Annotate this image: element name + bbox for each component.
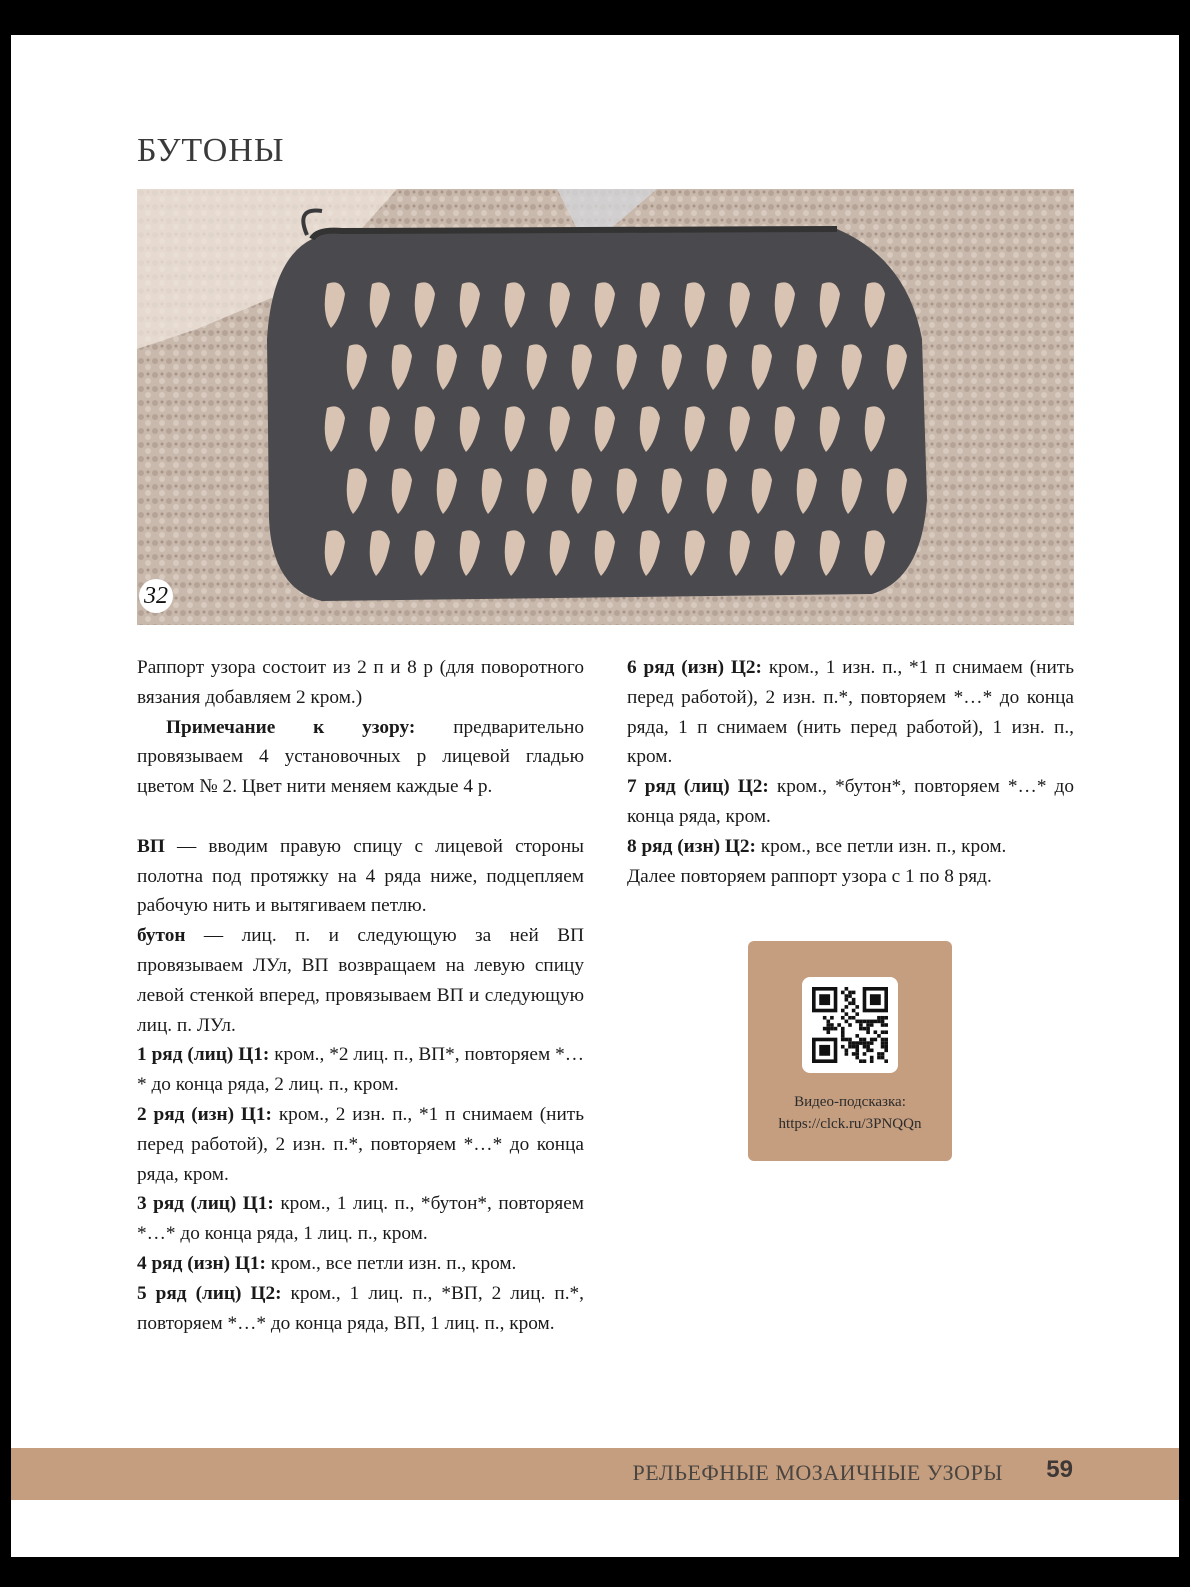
row-5-text: кром., 1 лиц. п., *ВП, 2 лиц. п.*, повторяем *…* до конца ряда, ВП, 1 лиц. п., кром. [137, 1282, 584, 1334]
qr-finder-square [870, 994, 881, 1005]
qr-module [863, 1045, 867, 1049]
qr-module [852, 1009, 856, 1013]
qr-module [884, 1049, 888, 1053]
qr-module [848, 1001, 852, 1005]
qr-module [884, 1045, 888, 1049]
qr-module [884, 1038, 888, 1042]
qr-module [852, 1001, 856, 1005]
qr-module [859, 1038, 863, 1042]
row-5 [137, 1279, 584, 1339]
qr-code-cells [812, 987, 888, 1063]
video-hint-label: Видео-подсказка: [794, 1094, 906, 1110]
qr-module [848, 1038, 852, 1042]
qr-module [841, 1038, 845, 1042]
qr-module [845, 1049, 849, 1053]
qr-module [852, 1045, 856, 1049]
qr-module [870, 1023, 874, 1027]
qr-module [852, 1016, 856, 1020]
qr-module [866, 1030, 870, 1034]
row-7-text: кром., *бутон*, повторяем *…* до конца ряда, кром. [627, 776, 1074, 827]
qr-module [855, 1041, 859, 1045]
video-hint-card [748, 941, 952, 1161]
qr-module [834, 1027, 838, 1031]
qr-module [866, 1027, 870, 1031]
row-7-label: 7 ряд (лиц) Ц2: [627, 776, 769, 798]
qr-module [884, 1041, 888, 1045]
qr-module [863, 1020, 867, 1024]
instructions-right-column [627, 653, 1074, 891]
qr-module [859, 1020, 863, 1024]
row-2-text: кром., 2 изн. п., *1 п снимаем (нить перед работой), 2 изн. п.*, повторяем *…* до конца ряда, кром. [137, 1103, 584, 1185]
qr-module [855, 1020, 859, 1024]
qr-module [881, 1038, 885, 1042]
qr-module [874, 1038, 878, 1042]
qr-module [852, 1052, 856, 1056]
qr-module [823, 1027, 827, 1031]
qr-module [845, 1038, 849, 1042]
row-7 [627, 772, 1074, 832]
buton-text: — лиц. п. и следующую за ней ВП провязываем ЛУл, ВП возвращаем на левую спицу левой стенкой вперед, провязываем ВП и следующую лиц. п. ЛУл. [137, 925, 584, 1036]
row-2 [137, 1100, 584, 1189]
qr-module [852, 1041, 856, 1045]
vp-definition [137, 832, 584, 921]
pattern-number-badge: 32 [139, 579, 173, 613]
qr-module [826, 1020, 830, 1024]
row-1-label: 1 ряд (лиц) Ц1: [137, 1044, 270, 1066]
qr-module [881, 1056, 885, 1060]
qr-module [881, 1041, 885, 1045]
row-1-text: кром., *2 лиц. п., ВП*, повторяем *…* до конца ряда, 2 лиц. п., кром. [137, 1044, 584, 1096]
book-page [11, 35, 1179, 1557]
qr-module [870, 1020, 874, 1024]
footer-band [11, 1448, 1179, 1500]
row-4-text: кром., все петли изн. п., кром. [265, 1252, 517, 1274]
qr-module [863, 1059, 867, 1063]
qr-module [874, 1030, 878, 1034]
row-6-text: кром., 1 изн. п., *1 п снимаем (нить перед работой), 2 изн. п.*, повторяем *…* до конца ряда, 1 п снимаем (нить перед работой), 1 изн. п., кром. [627, 657, 1074, 768]
qr-module [852, 998, 856, 1002]
qr-module [874, 1020, 878, 1024]
qr-code-icon[interactable] [802, 977, 898, 1073]
qr-module [863, 1041, 867, 1045]
qr-module [866, 1045, 870, 1049]
row-8-text: кром., все петли изн. п., кром. [755, 835, 1007, 857]
page-number: 59 [1046, 1456, 1073, 1483]
qr-module [841, 1045, 845, 1049]
row-4-label: 4 ряд (изн) Ц1: [137, 1252, 266, 1274]
qr-module [866, 1023, 870, 1027]
qr-module [859, 1059, 863, 1063]
qr-module [866, 1041, 870, 1045]
repeat-description: Раппорт узора состоит из 2 п и 8 р (для поворотного вязания добавляем 2 кром.) [137, 657, 584, 708]
knitting-sample-photo [137, 189, 1074, 625]
qr-module [881, 1030, 885, 1034]
qr-module [837, 1023, 841, 1027]
qr-module [863, 1027, 867, 1031]
qr-module [855, 1052, 859, 1056]
qr-module [855, 1056, 859, 1060]
qr-module [863, 1038, 867, 1042]
qr-module [826, 1030, 830, 1034]
qr-module [881, 1023, 885, 1027]
qr-module [881, 1052, 885, 1056]
qr-module [845, 1012, 849, 1016]
qr-module [841, 1016, 845, 1020]
qr-module [866, 1049, 870, 1053]
qr-module [841, 1034, 845, 1038]
qr-module [841, 1030, 845, 1034]
qr-module [870, 1059, 874, 1063]
qr-module [877, 1056, 881, 1060]
qr-module [884, 1023, 888, 1027]
qr-finder-square [819, 994, 830, 1005]
qr-module [859, 1041, 863, 1045]
qr-module [848, 1016, 852, 1020]
row-8-label: 8 ряд (изн) Ц2: [627, 835, 756, 857]
qr-module [830, 1027, 834, 1031]
qr-module [845, 1020, 849, 1024]
qr-module [863, 1052, 867, 1056]
qr-module [855, 1005, 859, 1009]
row-5-label: 5 ряд (лиц) Ц2: [137, 1282, 282, 1304]
qr-module [841, 1027, 845, 1031]
vp-label: ВП [137, 835, 165, 857]
qr-module [845, 994, 849, 998]
qr-module [852, 991, 856, 995]
row-3-label: 3 ряд (лиц) Ц1: [137, 1193, 274, 1215]
note-label: Примечание к узору: [166, 716, 416, 738]
qr-module [848, 994, 852, 998]
qr-module [841, 991, 845, 995]
qr-code-frame [802, 977, 898, 1073]
row-1 [137, 1040, 584, 1100]
qr-module [823, 1016, 827, 1020]
row-3-text: кром., 1 лиц. п., *бутон*, повторяем *…* до конца ряда, 1 лиц. п., кром. [137, 1193, 584, 1245]
qr-module [859, 1027, 863, 1031]
qr-module [870, 1038, 874, 1042]
qr-module [855, 1049, 859, 1053]
row-2-label: 2 ряд (изн) Ц1: [137, 1103, 272, 1125]
qr-module [877, 1020, 881, 1024]
qr-module [826, 1027, 830, 1031]
qr-module [870, 1049, 874, 1053]
qr-module [884, 1059, 888, 1063]
buton-definition [137, 921, 584, 1040]
row-4 [137, 1249, 584, 1279]
row-3 [137, 1189, 584, 1249]
qr-finder-square [819, 1045, 830, 1056]
page-title: БУТОНЫ [137, 132, 285, 169]
note-text: предварительно провязываем 4 установочных р лицевой гладью цветом № 2. Цвет нити меняем каждые 4 р. [137, 716, 584, 798]
qr-module [884, 1030, 888, 1034]
qr-module [881, 1016, 885, 1020]
qr-module [881, 1045, 885, 1049]
qr-module [866, 1020, 870, 1024]
qr-module [845, 1052, 849, 1056]
qr-module [870, 1056, 874, 1060]
qr-module [848, 1023, 852, 1027]
qr-module [830, 1023, 834, 1027]
qr-module [841, 1009, 845, 1013]
qr-module [877, 1052, 881, 1056]
qr-module [870, 1041, 874, 1045]
qr-module [855, 1045, 859, 1049]
qr-module [877, 1034, 881, 1038]
qr-module [848, 1045, 852, 1049]
row-6-label: 6 ряд (изн) Ц2: [627, 657, 762, 678]
qr-module [855, 1012, 859, 1016]
vp-text: — вводим правую спицу с лицевой стороны полотна под протяжку на 4 ряда ниже, подцепляем рабочую нить и вытягиваем петлю. [137, 835, 584, 917]
qr-module [881, 1020, 885, 1024]
buton-label: бутон [137, 925, 186, 947]
qr-module [884, 1016, 888, 1020]
video-hint-link[interactable]: https://clck.ru/3PNQQn [778, 1116, 922, 1132]
pattern-note [137, 713, 584, 802]
row-6 [627, 653, 1074, 772]
qr-module [845, 998, 849, 1002]
qr-module [830, 1016, 834, 1020]
qr-module [826, 1023, 830, 1027]
repeat-instruction: Далее повторяем раппорт узора с 1 по 8 ряд. [627, 865, 992, 887]
footer-section-title: РЕЛЬЕФНЫЕ МОЗАИЧНЫЕ УЗОРЫ [632, 1460, 1003, 1485]
qr-module [848, 991, 852, 995]
qr-module [845, 1005, 849, 1009]
instructions-left-column [137, 653, 584, 1338]
qr-caption [748, 1091, 952, 1135]
qr-module [845, 987, 849, 991]
qr-module [877, 1016, 881, 1020]
knitted-swatch-illustration [137, 189, 1074, 625]
qr-module [848, 1041, 852, 1045]
row-8 [627, 832, 1074, 862]
qr-module [859, 1023, 863, 1027]
qr-module [855, 1034, 859, 1038]
